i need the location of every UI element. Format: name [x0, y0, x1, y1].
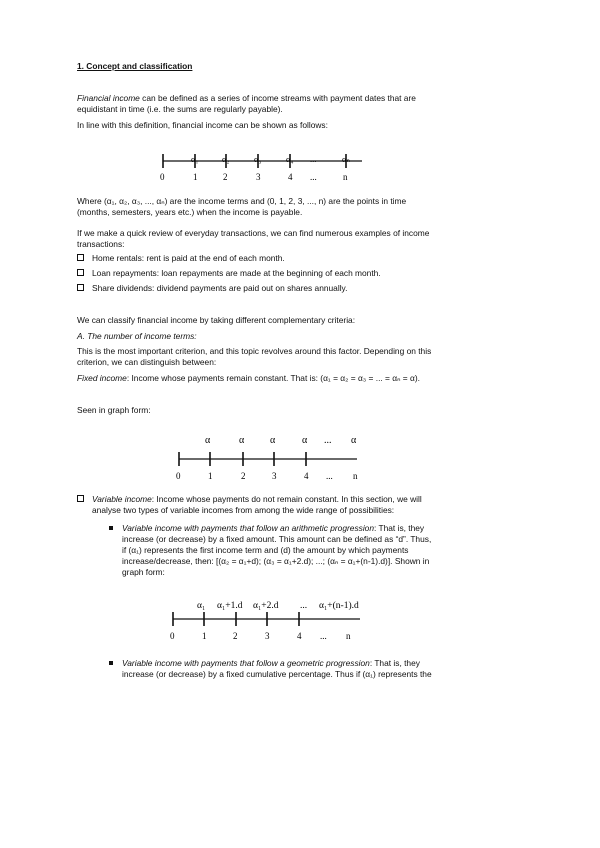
variable-income-line-2: analyse two types of variable incomes from among the wide range of possibilities: [92, 505, 395, 515]
timeline-1-label: 1 [193, 172, 198, 182]
timeline-1-alpha: α₁ [191, 154, 199, 164]
intro-line-2: equidistant in time (i.e. the sums are regularly payable). [77, 104, 283, 114]
timeline-1-label: n [343, 172, 348, 182]
arithmetic-line-1 [109, 523, 425, 534]
timeline-2-label: 2 [241, 471, 246, 481]
important-line-1: This is the most important criterion, and this topic revolves around this factor. Depending on this [77, 346, 432, 356]
timeline-3-term: α₁+1.d [217, 601, 243, 611]
timeline-3-term: α₁ [197, 601, 206, 611]
timeline-2-label: 3 [272, 471, 277, 481]
example-item [77, 283, 348, 294]
timeline-3-label: 0 [170, 631, 175, 641]
example-item-text: Home rentals: rent is paid at the end of each month. [92, 253, 285, 263]
timeline-3-term: α₁+2.d [253, 601, 279, 611]
timeline-1-alpha: α₄ [286, 154, 294, 164]
timeline-3-label: 3 [265, 631, 270, 641]
timeline-2 [166, 430, 376, 486]
checkbox-bullet-icon [77, 254, 84, 261]
review-line-2: transactions: [77, 239, 125, 249]
variable-income-text [92, 494, 422, 505]
timeline-3-term: ... [300, 601, 308, 611]
arithmetic-line-5: graph form: [122, 567, 165, 577]
geometric-text [122, 658, 420, 669]
timeline-2-label: ... [326, 471, 333, 481]
timeline-3-label: 4 [297, 631, 302, 641]
example-item [77, 268, 381, 279]
arithmetic-rest: : That is, they [374, 523, 425, 533]
geometric-rest: : That is, they [369, 658, 420, 668]
timeline-2-label: 4 [304, 471, 309, 481]
classify-line: We can classify financial income by taking different complementary criteria: [77, 315, 356, 325]
timeline-3 [160, 596, 390, 646]
arithmetic-term: Variable income with payments that follow an arithmetic progression [122, 523, 374, 533]
timeline-2-alpha: ... [324, 435, 332, 446]
timeline-2-alpha: α [239, 435, 245, 446]
checkbox-bullet-icon [77, 495, 84, 502]
fixed-income-line [77, 373, 420, 384]
review-line-1: If we make a quick review of everyday transactions, we can find numerous examples of income [77, 228, 430, 238]
timeline-1-alpha: α₃ [254, 154, 262, 164]
timeline-1-label: 4 [288, 172, 293, 182]
arithmetic-text [122, 523, 424, 534]
criterion-a: A. The number of income terms: [77, 331, 197, 341]
arithmetic-line-4: increase/decrease, then: [(α₂ = α₁+d); (α₃ = α₁+2.d); ...; (αₙ = α₁+(n-1).d)]. Shown in [122, 556, 430, 566]
example-item-text: Share dividends: dividend payments are paid out on shares annually. [92, 283, 348, 293]
fixed-income-term: Fixed income [77, 373, 127, 383]
section-heading: 1. Concept and classification [77, 61, 193, 71]
timeline-1-label: 0 [160, 172, 165, 182]
definition-line: In line with this definition, financial income can be shown as follows: [77, 120, 328, 130]
timeline-3-label: n [346, 631, 351, 641]
graph-form-label: Seen in graph form: [77, 405, 151, 415]
square-bullet-icon [109, 526, 113, 530]
timeline-1-alpha: α₂ [222, 154, 230, 164]
variable-income-term: Variable income [92, 494, 152, 504]
timeline-2-alpha: α [205, 435, 211, 446]
example-item [77, 253, 285, 264]
timeline-3-term: α₁+(n-1).d [319, 601, 359, 611]
geometric-term: Variable income with payments that follow a geometric progression [122, 658, 370, 668]
fixed-income-rest: : Income whose payments remain constant. That is: (α₁ = α₂ = α₃ = ... = αₙ = α). [126, 373, 420, 383]
timeline-2-label: 1 [208, 471, 213, 481]
arithmetic-line-3: if (α₁) represents the first income term and (d) the amount by which payments [122, 545, 409, 555]
intro-line-1-rest: can be defined as a series of income streams with payment dates that are [139, 93, 416, 103]
timeline-1-alpha: ... [310, 154, 317, 164]
timeline-2-label: n [353, 471, 358, 481]
geometric-line-2: increase (or decrease) by a fixed cumulative percentage. Thus if (α₁) represents the [122, 669, 432, 679]
checkbox-bullet-icon [77, 284, 84, 291]
variable-income-line-1 [77, 494, 422, 505]
timeline-3-label: 1 [202, 631, 207, 641]
timeline-3-label: 2 [233, 631, 238, 641]
timeline-3-label: ... [320, 631, 327, 641]
timeline-1-label: ... [310, 172, 317, 182]
intro-line-1 [77, 93, 416, 104]
timeline-2-alpha: α [302, 435, 308, 446]
variable-income-rest: : Income whose payments do not remain constant. In this section, we will [151, 494, 422, 504]
timeline-2-label: 0 [176, 471, 181, 481]
timeline-1 [150, 150, 380, 184]
timeline-2-alpha: α [351, 435, 357, 446]
timeline-2-alpha: α [270, 435, 276, 446]
geometric-line-1 [109, 658, 420, 669]
timeline-1-label: 3 [256, 172, 261, 182]
checkbox-bullet-icon [77, 269, 84, 276]
intro-term: Financial income [77, 93, 140, 103]
important-line-2: criterion, we can distinguish between: [77, 357, 217, 367]
where-line-2: (months, semesters, years etc.) when the income is payable. [77, 207, 303, 217]
square-bullet-icon [109, 661, 113, 665]
where-line-1: Where (α₁, α₂, α₃, ..., αₙ) are the income terms and (0, 1, 2, 3, ..., n) are the points in time [77, 196, 407, 206]
example-item-text: Loan repayments: loan repayments are made at the beginning of each month. [92, 268, 381, 278]
arithmetic-line-2: increase (or decrease) by a fixed amount. This amount can be defined as “d”. Thus, [122, 534, 432, 544]
timeline-1-alpha: αₙ [342, 154, 350, 164]
timeline-1-label: 2 [223, 172, 228, 182]
